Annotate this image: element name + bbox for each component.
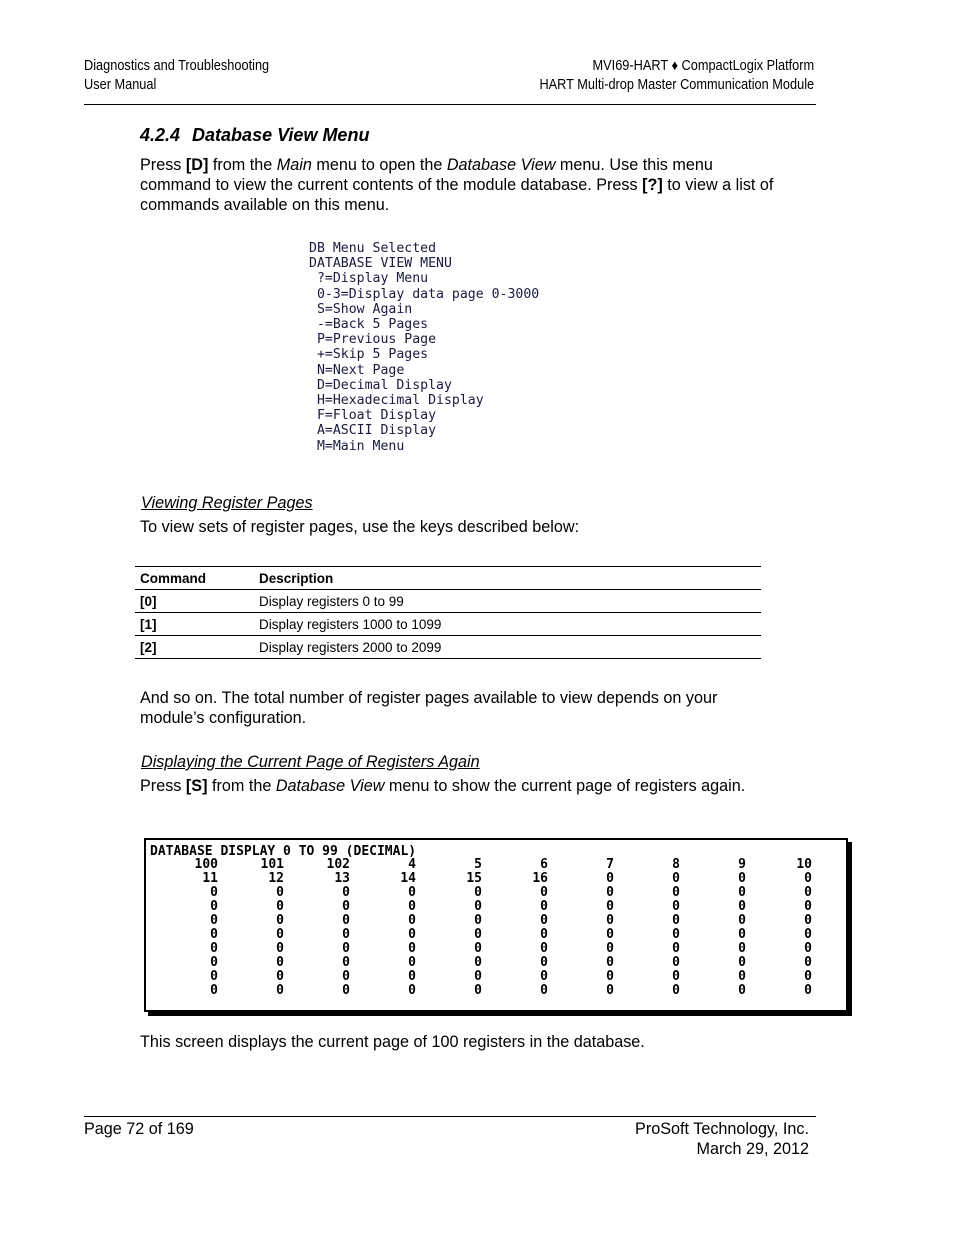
register-value: 0: [804, 955, 812, 970]
page-footer-right: [635, 1120, 809, 1159]
menu-console-line: S=Show Again: [309, 301, 413, 317]
command-cell: [2]: [135, 636, 254, 659]
header-chapter: Diagnostics and Troubleshooting: [84, 58, 270, 74]
register-value: 0: [606, 969, 614, 984]
register-value: 14: [400, 871, 416, 886]
register-value: 0: [276, 913, 284, 928]
register-value: 0: [408, 941, 416, 956]
register-value: 0: [408, 927, 416, 942]
register-value: 102: [326, 857, 350, 872]
register-value: 0: [606, 955, 614, 970]
register-value: 0: [276, 941, 284, 956]
footer-divider: [84, 1116, 816, 1117]
register-value: 7: [606, 857, 614, 872]
register-value: 12: [268, 871, 284, 886]
section-title: Database View Menu: [192, 125, 370, 145]
command-table: [135, 566, 761, 659]
command-cell: [0]: [135, 590, 254, 613]
header-command: Command: [135, 567, 254, 590]
register-value: 0: [540, 983, 548, 998]
register-value: 15: [466, 871, 482, 886]
register-value: 0: [474, 955, 482, 970]
menu-console-line: N=Next Page: [309, 362, 405, 378]
menu-console-line: 0-3=Display data page 0-3000: [309, 286, 540, 302]
register-value: 0: [474, 927, 482, 942]
register-value: 0: [474, 913, 482, 928]
register-value: 0: [342, 885, 350, 900]
register-value: 0: [276, 927, 284, 942]
register-value: 0: [804, 899, 812, 914]
register-value: 0: [540, 955, 548, 970]
register-value: 0: [408, 983, 416, 998]
register-value: 10: [796, 857, 812, 872]
register-value: 0: [276, 969, 284, 984]
register-value: 0: [408, 955, 416, 970]
register-value: 0: [474, 983, 482, 998]
register-value: 0: [738, 983, 746, 998]
table-row: [135, 590, 761, 613]
menu-console-line: +=Skip 5 Pages: [309, 347, 429, 363]
footer-company: ProSoft Technology, Inc.: [635, 1120, 809, 1138]
database-view-menu-console: [309, 241, 539, 454]
register-value: 0: [276, 899, 284, 914]
register-value: 0: [804, 871, 812, 886]
register-value: 4: [408, 857, 416, 872]
register-value: 0: [210, 927, 218, 942]
register-value: 13: [334, 871, 350, 886]
menu-console-line: M=Main Menu: [309, 438, 405, 454]
register-value: 0: [474, 941, 482, 956]
register-value: 0: [342, 955, 350, 970]
register-value: 0: [342, 969, 350, 984]
register-value: 0: [804, 927, 812, 942]
viewing-heading: Viewing Register Pages: [141, 494, 313, 512]
register-value: 0: [672, 941, 680, 956]
description-cell: Display registers 0 to 99: [254, 590, 761, 613]
register-value: 0: [606, 941, 614, 956]
page-header-right: [539, 57, 814, 95]
header-divider: [84, 104, 816, 105]
register-value: 0: [672, 913, 680, 928]
register-value: 0: [738, 913, 746, 928]
register-value: 0: [738, 885, 746, 900]
menu-console-line: -=Back 5 Pages: [309, 317, 429, 333]
register-value: 0: [474, 969, 482, 984]
register-value: 6: [540, 857, 548, 872]
key-s: [S]: [185, 777, 208, 795]
register-value: 100: [194, 857, 218, 872]
page-header-left: [84, 57, 269, 95]
viewing-text: To view sets of register pages, use the keys described below:: [140, 518, 580, 536]
register-value: 0: [804, 983, 812, 998]
menu-console-line: F=Float Display: [309, 408, 437, 424]
register-value: 0: [672, 983, 680, 998]
menu-console-line: DB Menu Selected: [309, 241, 437, 256]
register-value: 0: [606, 899, 614, 914]
menu-console-line: DATABASE VIEW MENU: [309, 256, 452, 272]
register-value: 0: [342, 941, 350, 956]
register-value: 0: [672, 927, 680, 942]
register-value: 0: [210, 885, 218, 900]
table-row: [135, 636, 761, 659]
register-value: 0: [408, 885, 416, 900]
register-value: 0: [474, 885, 482, 900]
register-value: 0: [606, 871, 614, 886]
register-value: 0: [738, 941, 746, 956]
header-module: HART Multi-drop Master Communication Module: [539, 77, 814, 93]
and-so-on-paragraph: And so on. The total number of register pages available to view depends on your module’s configuration.: [140, 689, 718, 727]
register-value: 0: [342, 983, 350, 998]
table-header-row: [135, 567, 761, 590]
header-product: MVI69-HART ♦ CompactLogix Platform: [592, 58, 814, 74]
menu-console-line: D=Decimal Display: [309, 377, 452, 393]
page-number: Page 72 of 169: [84, 1120, 194, 1138]
register-value: 0: [606, 927, 614, 942]
register-value: 0: [672, 969, 680, 984]
register-value: 0: [210, 969, 218, 984]
register-value: 0: [606, 885, 614, 900]
description-cell: Display registers 2000 to 2099: [254, 636, 761, 659]
displaying-heading: Displaying the Current Page of Registers Again: [141, 753, 480, 771]
register-value: 0: [210, 899, 218, 914]
section-heading: [140, 125, 369, 146]
closing-paragraph: This screen displays the current page of 100 registers in the database.: [140, 1033, 645, 1051]
register-value: 0: [210, 955, 218, 970]
register-value: 0: [474, 899, 482, 914]
register-value: 0: [804, 913, 812, 928]
register-value: 0: [276, 983, 284, 998]
register-value: 16: [532, 871, 548, 886]
register-value: 0: [540, 941, 548, 956]
register-value: 0: [606, 983, 614, 998]
section-number: 4.2.4: [140, 125, 181, 145]
menu-console-line: ?=Display Menu: [309, 271, 429, 287]
register-value: 0: [342, 899, 350, 914]
table-row: [135, 613, 761, 636]
database-display-screen: [144, 838, 848, 1012]
register-value: 0: [606, 913, 614, 928]
database-display-title: DATABASE DISPLAY 0 TO 99 (DECIMAL): [150, 844, 417, 859]
register-value: 11: [202, 871, 218, 886]
menu-console-line: H=Hexadecimal Display: [309, 393, 484, 409]
register-value: 0: [672, 899, 680, 914]
register-value: 0: [540, 927, 548, 942]
header-description: Description: [254, 567, 761, 590]
header-doc-type: User Manual: [84, 77, 157, 93]
register-value: 0: [804, 941, 812, 956]
register-value: 0: [276, 955, 284, 970]
displaying-paragraph: Press [S] from the Database View menu to show the current page of registers again.: [140, 777, 746, 795]
register-value: 0: [540, 913, 548, 928]
register-value: 0: [408, 899, 416, 914]
register-value: 9: [738, 857, 746, 872]
register-value: 8: [672, 857, 680, 872]
footer-date: March 29, 2012: [696, 1139, 809, 1158]
register-value: 0: [672, 871, 680, 886]
register-value: 0: [672, 955, 680, 970]
register-value: 0: [408, 969, 416, 984]
register-value: 0: [540, 885, 548, 900]
register-value: 0: [804, 969, 812, 984]
register-value: 0: [738, 871, 746, 886]
register-value: 0: [540, 969, 548, 984]
register-value: 0: [210, 983, 218, 998]
command-cell: [1]: [135, 613, 254, 636]
register-value: 0: [738, 927, 746, 942]
register-value: 0: [672, 885, 680, 900]
key-d: [D]: [185, 156, 209, 174]
register-value: 5: [474, 857, 482, 872]
menu-console-line: A=ASCII Display: [309, 423, 437, 439]
register-value: 0: [210, 913, 218, 928]
register-value: 0: [738, 899, 746, 914]
register-value: 0: [408, 913, 416, 928]
register-value: 101: [260, 857, 284, 872]
register-value: 0: [342, 927, 350, 942]
key-question: [?]: [642, 176, 663, 194]
menu-console-line: P=Previous Page: [309, 332, 437, 348]
register-value: 0: [804, 885, 812, 900]
register-value: 0: [540, 899, 548, 914]
register-value: 0: [342, 913, 350, 928]
description-cell: Display registers 1000 to 1099: [254, 613, 761, 636]
register-value: 0: [738, 955, 746, 970]
intro-paragraph: Press [D] from the Main menu to open the Database View menu. Use this menu command to view the current contents of the module database. Press [?] to view a list of commands available on this menu.: [140, 156, 774, 214]
register-value: 0: [210, 941, 218, 956]
register-value: 0: [738, 969, 746, 984]
register-value: 0: [276, 885, 284, 900]
